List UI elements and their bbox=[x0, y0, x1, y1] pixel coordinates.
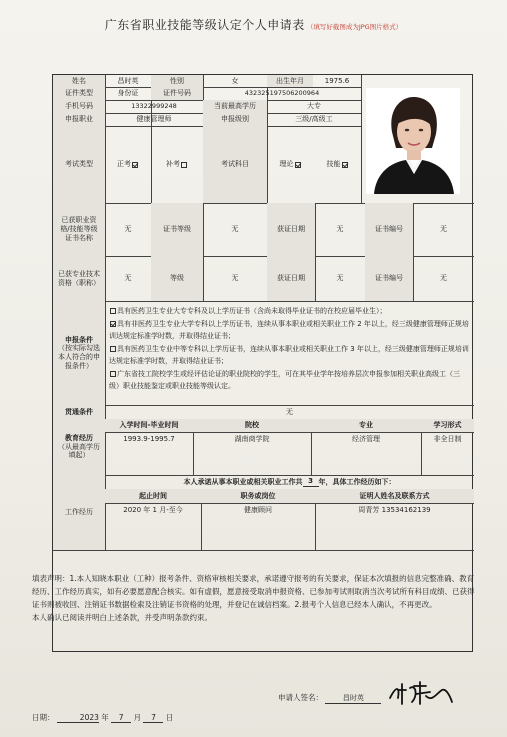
condition-3-checkbox[interactable] bbox=[110, 346, 116, 352]
edu-form-value: 非全日制 bbox=[433, 434, 462, 443]
conditions-sub: （按实际勾选本人符合的申报条件） bbox=[58, 344, 100, 370]
exam-regular-option[interactable] bbox=[105, 126, 151, 203]
conditions-list bbox=[109, 305, 469, 393]
work-promise-post: 年，具体工作经历如下： bbox=[318, 477, 396, 486]
exam-regular-text: 正考 bbox=[117, 160, 131, 169]
edu-major-header: 专业 bbox=[311, 419, 421, 432]
condition-3[interactable] bbox=[109, 343, 469, 368]
exam-theory-checkbox[interactable] bbox=[295, 162, 301, 168]
exam-skill-option[interactable] bbox=[314, 126, 361, 203]
tech-date-label: 获证日期 bbox=[267, 256, 315, 301]
through-value: 无 bbox=[286, 407, 293, 416]
gender-label: 性别 bbox=[151, 75, 203, 87]
condition-1-checkbox[interactable] bbox=[110, 308, 116, 314]
exam-type-label: 考试类型 bbox=[53, 126, 105, 203]
condition-4-text: 广东省技工院校学生或经评估论证的职业院校的学生，可在其毕业学年按培养层次申报参加相关职业高级工（三级）职业技能鉴定或职业技能等级认定。 bbox=[109, 369, 460, 390]
id-type-label: 证件类型 bbox=[53, 87, 105, 100]
id-type-value: 身份证 bbox=[117, 89, 139, 98]
condition-2-checkbox[interactable] bbox=[110, 321, 116, 327]
qual-no-label: 证书编号 bbox=[365, 203, 413, 256]
date-month-unit: 月 bbox=[133, 713, 142, 722]
qual-date-value: 无 bbox=[336, 225, 344, 234]
date-year: 2023 bbox=[57, 713, 99, 723]
condition-1-text: 具有医药卫生专业大专专科及以上学历证书（含尚未取得毕业证书的在校应届毕业生）； bbox=[117, 307, 387, 315]
date-day: 7 bbox=[143, 713, 163, 723]
exam-regular-checkbox[interactable] bbox=[132, 162, 138, 168]
work-ref-header: 证明人姓名及联系方式 bbox=[315, 489, 474, 503]
education-label-cell bbox=[53, 419, 105, 475]
condition-2-text: 具有非医药卫生专业大学专科以上学历证书，连续从事本职业或相关职业工作 2 年以上，经三级健康管理师正规培训达规定标准学时数，并取得结业证书； bbox=[109, 319, 469, 340]
work-label: 工作经历 bbox=[53, 475, 105, 550]
exam-skill-text: 技能 bbox=[326, 160, 341, 169]
edu-value: 大专 bbox=[307, 102, 321, 111]
signature-row bbox=[278, 692, 381, 704]
exam-theory-option[interactable] bbox=[267, 126, 314, 203]
edu-time-header: 入学时间-毕业时间 bbox=[105, 419, 193, 432]
phone-label: 手机号码 bbox=[53, 100, 105, 113]
qual-grade-label: 证书等级 bbox=[151, 203, 203, 256]
qual-date-label: 获证日期 bbox=[267, 203, 315, 256]
work-years: 3 bbox=[303, 477, 319, 487]
exam-skill-checkbox[interactable] bbox=[342, 162, 348, 168]
qual-grade-value: 无 bbox=[231, 225, 239, 234]
tech-title-value: 无 bbox=[124, 274, 132, 283]
date-row bbox=[32, 712, 173, 723]
job-label: 申报职业 bbox=[53, 113, 105, 126]
signature-label: 申请人签名： bbox=[278, 693, 323, 702]
education-sub: （从最高学历填起） bbox=[58, 442, 100, 460]
condition-3-text: 具有医药卫生专业中等专科以上学历证书，连续从事本职业或相关职业工作 3 年以上，经三级健康管理师正规培训达规定标准学时数，并取得结业证书； bbox=[109, 344, 469, 365]
form-title-text: 广东省职业技能等级认定个人申请表 bbox=[104, 18, 305, 32]
date-day-unit: 日 bbox=[165, 713, 174, 722]
edu-form-header: 学习形式 bbox=[421, 419, 474, 432]
condition-4-checkbox[interactable] bbox=[110, 371, 116, 377]
tech-grade-label: 等级 bbox=[151, 256, 203, 301]
tech-title-label: 已获专业技术资格（职称） bbox=[53, 256, 105, 301]
declaration-confirm: 本人确认已阅读并明白上述条款，并受声明条款约束。 bbox=[32, 613, 212, 622]
id-no-label: 证件号码 bbox=[151, 87, 203, 100]
tech-date-value: 无 bbox=[336, 274, 344, 283]
work-post-value: 健康顾问 bbox=[244, 505, 272, 514]
tech-no-label: 证书编号 bbox=[365, 256, 413, 301]
condition-2[interactable] bbox=[109, 318, 469, 343]
date-label: 日期： bbox=[32, 713, 55, 722]
work-promise bbox=[105, 475, 474, 489]
exam-makeup-checkbox[interactable] bbox=[181, 162, 187, 168]
exam-subject-label: 考试科目 bbox=[203, 126, 267, 203]
edu-school-header: 院校 bbox=[193, 419, 311, 432]
name-label: 姓名 bbox=[53, 75, 105, 87]
applicant-photo bbox=[366, 88, 460, 194]
condition-4[interactable] bbox=[109, 368, 469, 393]
signature-name: 昌时英 bbox=[325, 693, 381, 704]
job-value: 健康管理师 bbox=[136, 115, 172, 124]
birth-value: 1975.6 bbox=[324, 76, 350, 85]
exam-makeup-option[interactable] bbox=[151, 126, 203, 203]
date-month: 7 bbox=[111, 713, 131, 723]
conditions-label-cell bbox=[53, 301, 105, 405]
edu-major-value: 经济管理 bbox=[352, 434, 380, 443]
name-value: 昌时英 bbox=[117, 76, 139, 85]
date-year-unit: 年 bbox=[101, 713, 109, 722]
qual-no-value: 无 bbox=[440, 225, 447, 234]
gender-value: 女 bbox=[231, 76, 239, 85]
work-post-header: 职务或岗位 bbox=[201, 489, 315, 503]
exam-theory-text: 理论 bbox=[279, 160, 294, 169]
birth-label: 出生年月 bbox=[267, 75, 313, 87]
edu-school-value: 湖南商学院 bbox=[234, 434, 270, 443]
work-promise-pre: 本人承诺从事本职业或相关职业工作共 bbox=[183, 477, 303, 486]
conditions-label: 申报条件 bbox=[65, 335, 93, 344]
edu-label: 当前最高学历 bbox=[203, 100, 267, 113]
level-label: 申报级别 bbox=[203, 113, 267, 126]
condition-1[interactable] bbox=[109, 305, 469, 318]
form-title bbox=[0, 16, 507, 33]
work-time-header: 起止时间 bbox=[105, 489, 201, 503]
declaration-text: 填表声明：1.本人知晓本职业（工种）报考条件、资格审核相关要求，承诺遵守报考的有关要求，保证本次填报的信息完整准确、教育经历、工作经历真实，如有必要愿意配合核实。如有虚假，愿意接受取消申报资格、已参加考试则取消当次考试所有科目成绩、已获得证书则被收回、注销证书数据检索及注销证书资格的处理，并登记在诚信档案。2.报考个人信息已经本人确认，不再更改。 bbox=[32, 574, 475, 609]
qual-cert-value: 无 bbox=[124, 225, 132, 234]
portrait-image bbox=[366, 88, 460, 194]
declaration bbox=[32, 572, 477, 624]
qual-cert-label: 已获职业资格/技能等级证书名称 bbox=[53, 203, 105, 256]
handwritten-signature bbox=[386, 680, 456, 708]
phone-value: 13322999248 bbox=[131, 102, 177, 111]
tech-no-value: 无 bbox=[440, 274, 447, 283]
work-time-value: 2020 年 1 月-至今 bbox=[123, 505, 183, 514]
tech-grade-value: 无 bbox=[231, 274, 239, 283]
through-label: 贯通条件 bbox=[53, 405, 105, 419]
edu-time-value: 1993.9-1995.7 bbox=[123, 434, 175, 443]
exam-makeup-text: 补考 bbox=[166, 160, 180, 169]
title-note: （填写好截图成为JPG图片格式） bbox=[306, 23, 403, 31]
level-value: 三级/高级工 bbox=[295, 115, 333, 124]
id-no-value: 432325197506200964 bbox=[244, 89, 320, 98]
education-label: 教育经历 bbox=[65, 433, 93, 442]
work-ref-value: 周青芳 13534162139 bbox=[358, 505, 431, 514]
